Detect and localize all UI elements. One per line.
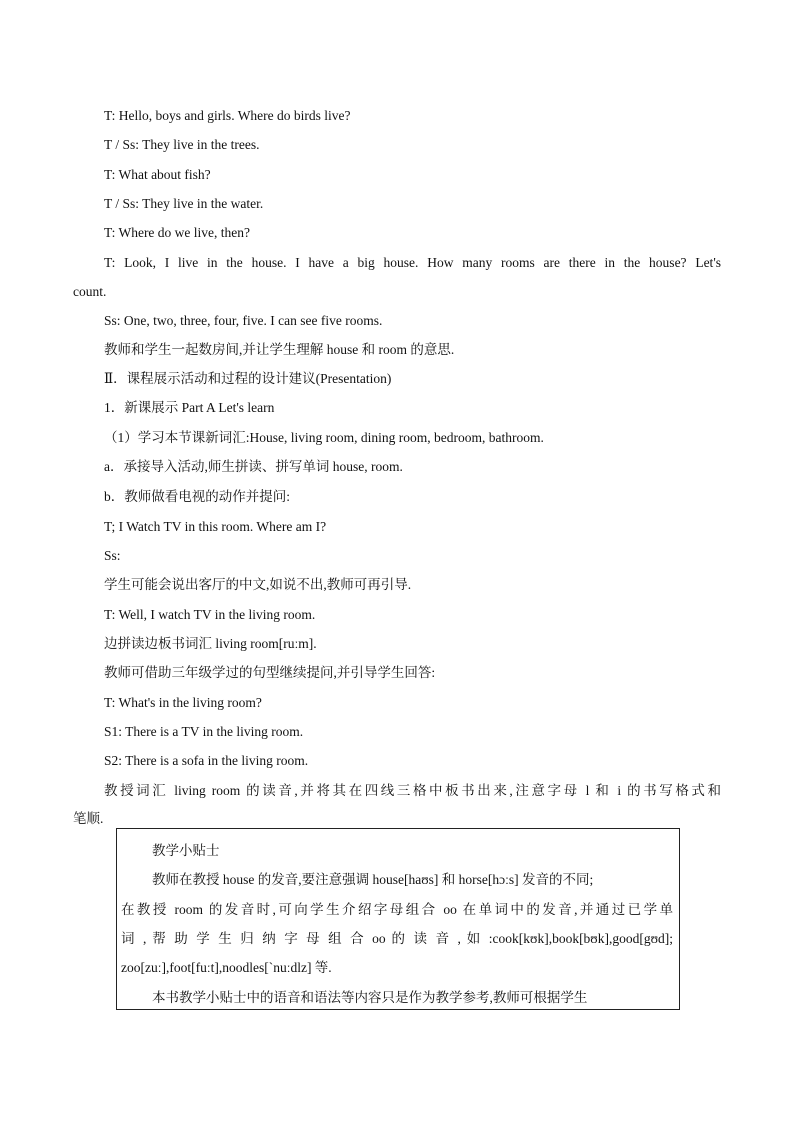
body-line: 边拼读边板书词汇 living room[ruːm]. bbox=[104, 636, 317, 651]
body-line: 教师可借助三年级学过的句型继续提问,并引导学生回答: bbox=[104, 665, 436, 680]
tip-line: zoo[zuː],foot[fuːt],noodles[ˋnuːdlz] 等. bbox=[121, 960, 332, 975]
dialogue-line: Ss: One, two, three, four, five. I can see five rooms. bbox=[104, 313, 383, 328]
body-line: a．承接导入活动,师生拼读、拼写单词 house, room. bbox=[104, 459, 403, 474]
tip-line: 词 , 帮 助 学 生 归 纳 字 母 组 合 oo 的 读 音 , 如 :cook[kʊk],book[bʊk],good[gʊd]; bbox=[121, 931, 673, 946]
dialogue-line: count. bbox=[73, 284, 107, 299]
body-line: 教师和学生一起数房间,并让学生理解 house 和 room 的意思. bbox=[104, 342, 455, 357]
body-line: 笔顺. bbox=[73, 811, 104, 826]
body-line: 教授词汇 living room 的读音,并将其在四线三格中板书出来,注意字母 l 和 i 的书写格式和 bbox=[104, 783, 721, 798]
dialogue-line: T: Look, I live in the house. I have a big house. How many rooms are there in the house? Let's bbox=[104, 255, 721, 270]
dialogue-line: T: Where do we live, then? bbox=[104, 225, 251, 240]
body-line: （1）学习本节课新词汇:House, living room, dining room, bedroom, bathroom. bbox=[104, 430, 544, 445]
dialogue-line: T: What about fish? bbox=[104, 167, 211, 182]
dialogue-line: T / Ss: They live in the trees. bbox=[104, 137, 260, 152]
body-line: S2: There is a sofa in the living room. bbox=[104, 753, 309, 768]
tip-line: 在教授 room 的发音时,可向学生介绍字母组合 oo 在单词中的发音,并通过已学单 bbox=[121, 902, 673, 917]
body-line: b．教师做看电视的动作并提问: bbox=[104, 489, 291, 504]
body-line: Ss: bbox=[104, 548, 121, 563]
body-line: T: What's in the living room? bbox=[104, 695, 262, 710]
dialogue-line: T / Ss: They live in the water. bbox=[104, 196, 264, 211]
tip-line: 教师在教授 house 的发音,要注意强调 house[haʊs] 和 horse[hɔːs] 发音的不同; bbox=[152, 872, 594, 887]
body-line: S1: There is a TV in the living room. bbox=[104, 724, 304, 739]
section-heading: Ⅱ．课程展示活动和过程的设计建议(Presentation) bbox=[104, 371, 392, 386]
tip-line: 本书教学小贴士中的语音和语法等内容只是作为教学参考,教师可根据学生 bbox=[152, 990, 588, 1005]
tip-title: 教学小贴士 bbox=[152, 843, 220, 858]
dialogue-line: T: Hello, boys and girls. Where do birds live? bbox=[104, 108, 351, 123]
body-line: 学生可能会说出客厅的中文,如说不出,教师可再引导. bbox=[104, 577, 412, 592]
teaching-tip-box bbox=[116, 828, 680, 1010]
subsection-heading: 1．新课展示 Part A Let's learn bbox=[104, 400, 275, 415]
body-line: T: Well, I watch TV in the living room. bbox=[104, 607, 316, 622]
body-line: T; I Watch TV in this room. Where am I? bbox=[104, 519, 327, 534]
